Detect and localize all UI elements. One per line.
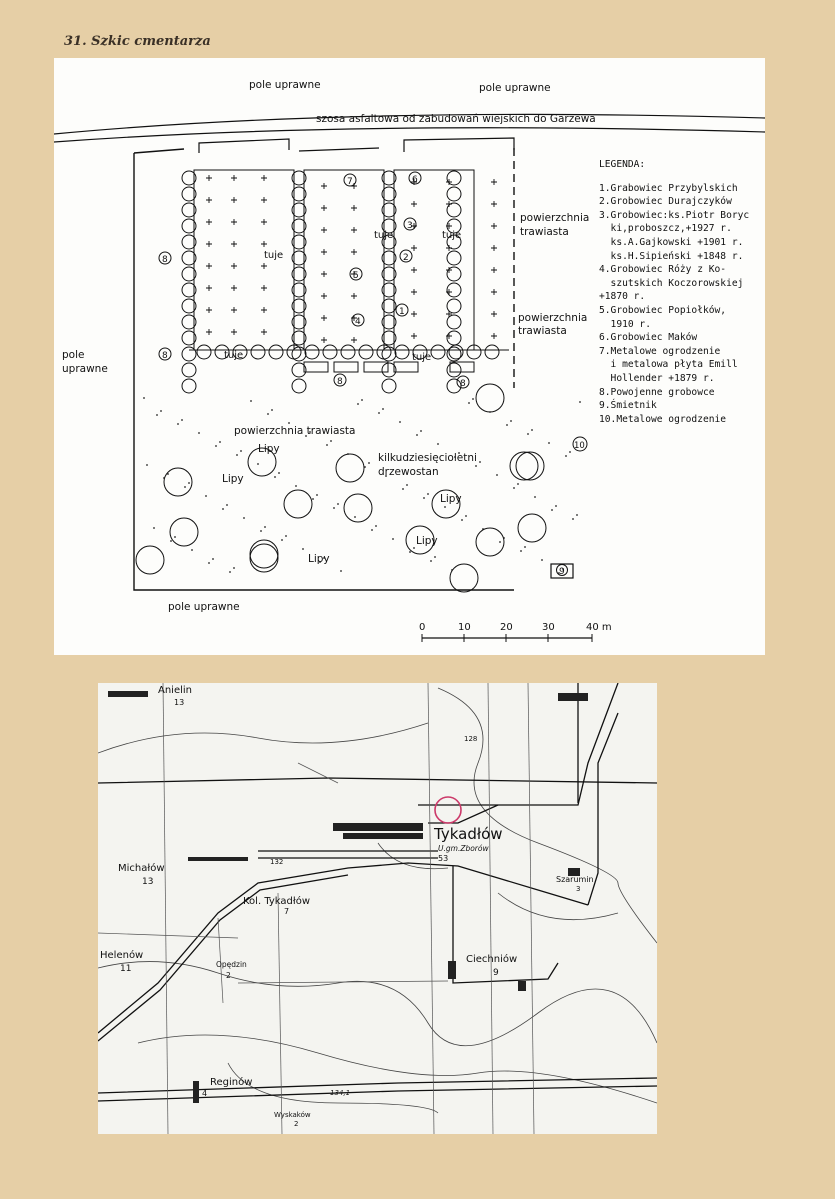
label-field-top-left: pole uprawne <box>249 79 321 91</box>
scale-label: 0 <box>419 622 426 633</box>
grave-slab <box>334 362 358 372</box>
ground-dot <box>226 504 228 506</box>
svg-text:3: 3 <box>407 221 413 231</box>
grave-cross <box>261 263 267 269</box>
place-number: 9 <box>493 968 499 978</box>
grave-cross <box>261 175 267 181</box>
ground-dot <box>468 402 470 404</box>
ground-dot <box>496 474 498 476</box>
grave-cross <box>261 307 267 313</box>
ground-dot <box>524 546 526 548</box>
lime-tree <box>516 452 544 480</box>
grave-cross <box>206 307 212 313</box>
svg-text:10: 10 <box>574 441 585 451</box>
ground-dot <box>177 423 179 425</box>
grave-field-middle <box>304 170 384 350</box>
ground-dot <box>354 516 356 518</box>
lime-tree <box>344 494 372 522</box>
ground-dot <box>371 529 373 531</box>
ground-dot <box>461 519 463 521</box>
ground-dot <box>302 548 304 550</box>
grave-cross <box>231 241 237 247</box>
grave-cross <box>411 333 417 339</box>
label-field-bottom: pole uprawne <box>168 601 240 613</box>
ground-dot <box>503 537 505 539</box>
grave-cross <box>231 197 237 203</box>
ground-dot <box>174 536 176 538</box>
lime-tree <box>510 452 538 480</box>
place-name: Reginów <box>210 1077 253 1088</box>
label-road: szosa asfaltowa od zabudowań wiejskich do Garzewa <box>316 113 596 125</box>
legend-item-4: 4.Grobowiec Róży z Ko- szutskich Koczorowskiej +1870 r. <box>599 264 744 303</box>
thuja-tree <box>197 345 211 359</box>
ground-dot <box>579 401 581 403</box>
marker-8 <box>457 376 469 389</box>
place-name: Tykadłów <box>434 825 503 843</box>
place-name: Michałów <box>118 863 165 874</box>
place-number: 3 <box>576 885 581 893</box>
grave-cross <box>491 245 497 251</box>
svg-text:8: 8 <box>337 377 343 387</box>
place-name: Opędzin <box>216 960 247 969</box>
contour-label: 128 <box>464 735 478 743</box>
ground-dot <box>278 472 280 474</box>
ground-dot <box>555 505 557 507</box>
road-number: 132 <box>270 858 284 866</box>
ground-dot <box>156 414 158 416</box>
marker-10 <box>573 437 587 451</box>
label-grass-2b: trawiasta <box>518 325 567 337</box>
ground-dot <box>267 413 269 415</box>
ground-dot <box>472 398 474 400</box>
ground-dot <box>219 441 221 443</box>
place-number: 11 <box>120 964 132 974</box>
grave-cross <box>491 311 497 317</box>
ground-dot <box>333 507 335 509</box>
grave-slab <box>394 362 418 372</box>
svg-text:8: 8 <box>162 351 168 361</box>
place-number: 13 <box>142 877 154 887</box>
ground-dot <box>510 420 512 422</box>
grave-cross <box>261 197 267 203</box>
ground-dot <box>337 503 339 505</box>
grave-cross <box>231 263 237 269</box>
svg-text:9: 9 <box>559 567 565 577</box>
thuja-tree <box>251 345 265 359</box>
legend-item-8: 8.Powojenne grobowce <box>599 386 715 398</box>
ground-dot <box>527 433 529 435</box>
grave-cross <box>206 197 212 203</box>
place-number: 2 <box>226 971 231 980</box>
ground-dot <box>285 535 287 537</box>
label-tuje: tuje <box>412 352 432 363</box>
lime-tree <box>170 518 198 546</box>
ground-dot <box>513 487 515 489</box>
thuja-tree <box>341 345 355 359</box>
scale-label: 20 <box>500 622 513 633</box>
ground-dot <box>240 450 242 452</box>
ground-dot <box>316 494 318 496</box>
grave-cross <box>491 267 497 273</box>
grave-cross <box>411 267 417 273</box>
grave-cross <box>321 315 327 321</box>
grave-cross <box>351 227 357 233</box>
legend-item-9: 9.Śmietnik <box>599 400 657 412</box>
grave-cross <box>231 329 237 335</box>
thuja-tree <box>447 251 461 265</box>
building-clusters <box>108 691 588 1103</box>
ground-dot <box>451 569 453 571</box>
ground-dot <box>181 419 183 421</box>
legend-item-10: 10.Metalowe ogrodzenie <box>599 413 727 425</box>
thuja-tree <box>269 345 283 359</box>
grave-cross <box>231 175 237 181</box>
ground-dot <box>215 445 217 447</box>
svg-text:8: 8 <box>460 379 466 389</box>
roads <box>98 683 657 1101</box>
thuja-tree <box>359 345 373 359</box>
lime-tree <box>476 384 504 412</box>
ground-dot <box>416 434 418 436</box>
ground-dot <box>146 464 148 466</box>
lime-tree <box>518 514 546 542</box>
thuja-tree <box>292 379 306 393</box>
svg-text:5: 5 <box>353 271 359 281</box>
legend-item-3: 3.Grobowiec:ks.Piotr Boryc ki,proboszcz,+1927 r. ks.A.Gajkowski +1901 r. ks.H.Sipieński +1848 r. <box>599 209 750 262</box>
label-stand-1: kilkudziesięcioletni <box>378 452 477 464</box>
place-name: Szarumin <box>556 875 594 884</box>
ground-dot <box>188 482 190 484</box>
grave-cross <box>411 289 417 295</box>
ground-dot <box>160 410 162 412</box>
grave-cross <box>206 263 212 269</box>
grave-cross <box>321 205 327 211</box>
ground-dot <box>233 567 235 569</box>
fence-segment-3 <box>404 138 514 152</box>
ground-dot <box>506 424 508 426</box>
ground-dot <box>250 400 252 402</box>
ground-dot <box>212 558 214 560</box>
lime-tree <box>284 490 312 518</box>
ground-dot <box>274 476 276 478</box>
ground-dot <box>375 525 377 527</box>
grave-cross <box>411 201 417 207</box>
label-lipy: Lipy <box>258 443 280 455</box>
ground-dot <box>361 399 363 401</box>
topographic-map <box>98 683 657 1134</box>
ground-dot <box>229 571 231 573</box>
grave-cross <box>206 241 212 247</box>
marker-5 <box>350 268 362 281</box>
thuja-tree <box>431 345 445 359</box>
grave-cross <box>411 311 417 317</box>
label-lipy: Lipy <box>416 535 438 547</box>
lime-tree <box>136 546 164 574</box>
grave-cross <box>206 285 212 291</box>
ground-dot <box>409 551 411 553</box>
grave-cross <box>261 329 267 335</box>
thuja-tree <box>485 345 499 359</box>
fence-segment-2 <box>299 148 379 151</box>
grave-cross <box>321 271 327 277</box>
cemetery-sketch <box>54 58 765 655</box>
fence-segment-1 <box>199 139 289 153</box>
grave-cross <box>261 241 267 247</box>
ground-dot <box>576 514 578 516</box>
label-field-left-2: uprawne <box>62 363 108 375</box>
marker-9 <box>557 565 568 578</box>
legend-item-6: 6.Grobowiec Maków <box>599 332 698 344</box>
svg-text:4: 4 <box>355 317 361 327</box>
ground-dot <box>143 397 145 399</box>
ground-dot <box>222 508 224 510</box>
place-number: 7 <box>284 907 290 916</box>
label-lipy: Lipy <box>308 553 330 565</box>
grave-cross <box>206 329 212 335</box>
thuja-tree <box>323 345 337 359</box>
ground-dot <box>437 443 439 445</box>
svg-text:1: 1 <box>399 307 405 317</box>
thuja-tree <box>182 379 196 393</box>
grave-cross <box>411 245 417 251</box>
svg-text:2: 2 <box>403 253 409 263</box>
grave-cross <box>491 289 497 295</box>
legend-item-2: 2.Grobowiec Durajczyków <box>599 196 732 208</box>
ground-dot <box>489 411 491 413</box>
scale-label: 40 m <box>586 622 612 633</box>
svg-text:8: 8 <box>162 255 168 265</box>
label-tuje: tuje <box>374 230 394 241</box>
ground-dot <box>534 496 536 498</box>
ground-dot <box>402 488 404 490</box>
grave-cross <box>351 205 357 211</box>
topo-drawing <box>98 683 657 1134</box>
ground-dots <box>143 397 581 574</box>
ground-dot <box>399 421 401 423</box>
ground-dot <box>465 515 467 517</box>
ground-dot <box>167 473 169 475</box>
ground-dot <box>569 451 571 453</box>
ground-dot <box>163 477 165 479</box>
thuja-tree <box>447 315 461 329</box>
grave-slab <box>304 362 328 372</box>
place-name: Ciechniów <box>466 954 518 965</box>
grave-cross <box>321 249 327 255</box>
marker-6 <box>409 172 421 185</box>
place-name: Helenów <box>100 950 144 961</box>
place-number: 53 <box>438 854 449 863</box>
ground-dot <box>357 403 359 405</box>
ground-dot <box>340 570 342 572</box>
ground-dot <box>423 497 425 499</box>
ground-dot <box>271 409 273 411</box>
grave-cross <box>261 285 267 291</box>
place-number: 4 <box>202 1089 208 1098</box>
ground-dot <box>312 498 314 500</box>
ground-dot <box>170 540 172 542</box>
label-field-top-right: pole uprawne <box>479 82 551 94</box>
ground-dot <box>295 485 297 487</box>
ground-dot <box>548 442 550 444</box>
ground-dot <box>347 453 349 455</box>
ground-dot <box>257 463 259 465</box>
ground-dot <box>444 506 446 508</box>
ground-dot <box>184 486 186 488</box>
label-grass-1a: powierzchnia <box>520 212 590 224</box>
grave-cross <box>321 337 327 343</box>
lime-tree <box>450 564 478 592</box>
thuja-tree <box>447 299 461 313</box>
ground-dot <box>531 429 533 431</box>
lime-trees <box>136 384 546 592</box>
ground-dot <box>406 484 408 486</box>
ground-dot <box>260 530 262 532</box>
ground-dot <box>236 454 238 456</box>
elevation-label: 134,1 <box>330 1089 351 1097</box>
ground-dot <box>382 408 384 410</box>
ground-dot <box>479 461 481 463</box>
grave-crosses <box>206 175 497 343</box>
cemetery-highlight-circle <box>435 797 461 823</box>
grave-cross <box>491 223 497 229</box>
ground-dot <box>264 526 266 528</box>
ground-dot <box>413 547 415 549</box>
label-grass-bottom: powierzchnia trawiasta <box>234 425 356 437</box>
ground-dot <box>208 562 210 564</box>
ground-dot <box>243 517 245 519</box>
label-lipy: Lipy <box>440 493 462 505</box>
boundary-top-left <box>134 149 184 153</box>
label-tuje: tuje <box>264 250 284 261</box>
marker-8 <box>159 252 171 265</box>
label-stand-2: drzewostan <box>378 466 439 478</box>
ground-dot <box>541 559 543 561</box>
ground-dot <box>198 432 200 434</box>
grave-slab <box>364 362 388 372</box>
svg-text:6: 6 <box>412 175 418 185</box>
ground-dot <box>330 440 332 442</box>
place-name: Anielin <box>158 685 193 696</box>
ground-dot <box>392 538 394 540</box>
ground-dot <box>191 549 193 551</box>
ground-dot <box>517 483 519 485</box>
legend-item-5: 5.Grobowiec Popiołków, 1910 r. <box>599 304 727 330</box>
ground-dot <box>551 509 553 511</box>
thuja-tree <box>447 187 461 201</box>
thuja-tree <box>182 363 196 377</box>
grave-cross <box>321 183 327 189</box>
grave-cross <box>491 201 497 207</box>
ground-dot <box>430 560 432 562</box>
thuja-tree <box>305 345 319 359</box>
marker-8 <box>159 348 171 361</box>
thuja-tree <box>182 347 196 361</box>
ground-dot <box>572 518 574 520</box>
ground-dot <box>288 422 290 424</box>
grave-cross <box>351 337 357 343</box>
legend-item-7: 7.Metalowe ogrodzenie i metalowa płyta Emill Hollender +1879 r. <box>599 345 738 384</box>
scale-label: 10 <box>458 622 471 633</box>
ground-dot <box>520 550 522 552</box>
grave-cross <box>446 201 452 207</box>
label-lipy: Lipy <box>222 473 244 485</box>
grave-cross <box>321 227 327 233</box>
grave-cross <box>351 293 357 299</box>
place-sub: U.gm.Zborów <box>438 844 489 853</box>
ground-dot <box>205 495 207 497</box>
label-tuje: tuje <box>224 350 244 361</box>
grave-cross <box>351 249 357 255</box>
marker-2 <box>400 250 412 263</box>
thuja-tree <box>447 363 461 377</box>
place-name: Kol. Tykadłów <box>243 896 311 907</box>
label-field-left-1: pole <box>62 349 85 361</box>
ground-dot <box>326 444 328 446</box>
label-grass-1b: trawiasta <box>520 226 569 238</box>
thuja-tree <box>382 379 396 393</box>
place-name: Wyskaków <box>274 1111 311 1119</box>
page-heading: 31. Szkic cmentarza <box>64 34 211 49</box>
ground-dot <box>153 527 155 529</box>
grave-cross <box>491 333 497 339</box>
scale-label: 30 <box>542 622 555 633</box>
legend-item-1: 1.Grabowiec Przybylskich <box>599 182 738 194</box>
legend <box>599 158 774 426</box>
grave-cross <box>446 245 452 251</box>
ground-dot <box>378 412 380 414</box>
grave-cross <box>261 219 267 225</box>
place-number: 2 <box>294 1120 299 1128</box>
ground-dot <box>482 528 484 530</box>
ground-dot <box>368 462 370 464</box>
ground-dot <box>475 465 477 467</box>
thuja-tree <box>395 345 409 359</box>
place-number: 13 <box>174 698 185 707</box>
ground-dot <box>499 541 501 543</box>
ground-dot <box>364 466 366 468</box>
ground-dot <box>281 539 283 541</box>
svg-text:7: 7 <box>347 177 353 187</box>
grave-cross <box>491 179 497 185</box>
grave-cross <box>231 307 237 313</box>
marker-8 <box>334 374 346 387</box>
label-tuje: tuje <box>442 230 462 241</box>
grave-cross <box>206 175 212 181</box>
field-lines <box>98 683 534 1134</box>
label-grass-2a: powierzchnia <box>518 312 588 324</box>
grave-cross <box>231 285 237 291</box>
ground-dot <box>434 556 436 558</box>
ground-dot <box>565 455 567 457</box>
marker-1 <box>396 304 408 317</box>
lime-tree <box>164 468 192 496</box>
legend-title: LEGENDA: <box>599 159 646 170</box>
lime-tree <box>336 454 364 482</box>
grave-cross <box>206 219 212 225</box>
grave-cross <box>231 219 237 225</box>
ground-dot <box>427 493 429 495</box>
ground-dot <box>420 430 422 432</box>
grave-cross <box>321 293 327 299</box>
